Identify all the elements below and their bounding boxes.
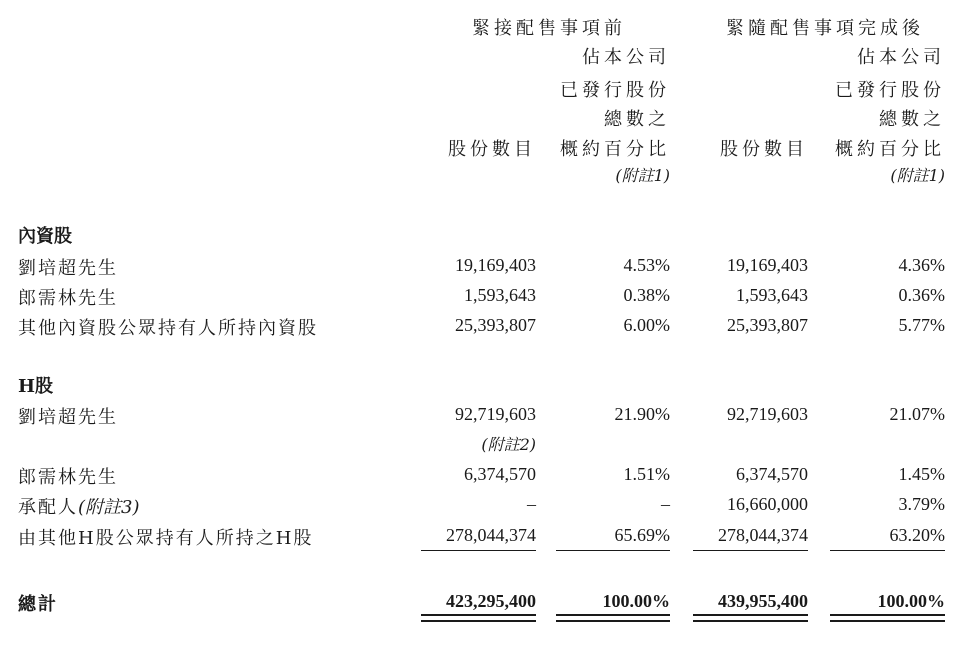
row-after-shares: 19,169,403	[727, 255, 808, 275]
shares-header-before: 股份數目	[448, 139, 536, 160]
total-double-rule	[421, 614, 536, 622]
pct-header-before-line2: 已發行股份	[560, 80, 670, 101]
subtotal-rule	[693, 550, 808, 551]
row-after-shares: 92,719,603	[727, 404, 808, 424]
row-before-pct: 1.51%	[623, 464, 670, 484]
section-domestic-shares: 內資股	[18, 226, 72, 247]
pct-header-after-line3: 總數之	[879, 109, 945, 130]
row-before-pct: 21.90%	[614, 404, 670, 424]
subtotal-rule	[421, 550, 536, 551]
header-before-placing: 緊接配售事項前	[472, 18, 626, 39]
header-after-placing: 緊隨配售事項完成後	[726, 18, 924, 39]
total-after-shares: 439,955,400	[718, 591, 808, 611]
row-after-shares: 1,593,643	[736, 285, 808, 305]
row-after-pct: 21.07%	[889, 404, 945, 424]
shares-header-after: 股份數目	[720, 139, 808, 160]
subtotal-rule	[556, 550, 670, 551]
row-after-shares: 6,374,570	[736, 464, 808, 484]
row-before-shares: 6,374,570	[464, 464, 536, 484]
row-before-shares: 278,044,374	[446, 525, 536, 545]
row-label-placees	[18, 493, 140, 519]
row-after-pct: 5.77%	[898, 315, 945, 335]
row-label: 劉培超先生	[18, 258, 118, 279]
total-double-rule	[556, 614, 670, 622]
row-label: 由其他H股公眾持有人所持之H股	[18, 528, 314, 549]
row-note: (附註2)	[481, 435, 536, 454]
pct-header-after-note: (附註1)	[890, 166, 945, 185]
row-before-pct: –	[661, 494, 670, 514]
row-before-pct: 4.53%	[623, 255, 670, 275]
total-before-pct: 100.00%	[602, 591, 670, 611]
row-before-shares: 25,393,807	[455, 315, 536, 335]
pct-header-after-line2: 已發行股份	[835, 80, 945, 101]
row-before-pct: 65.69%	[614, 525, 670, 545]
row-label-text: 承配人	[18, 497, 78, 518]
pct-header-after-line4: 概約百分比	[835, 139, 945, 160]
row-before-shares: 19,169,403	[455, 255, 536, 275]
row-after-shares: 16,660,000	[727, 494, 808, 514]
row-before-pct: 6.00%	[623, 315, 670, 335]
row-after-pct: 63.20%	[889, 525, 945, 545]
row-label: 郎需林先生	[18, 288, 118, 309]
row-label: 劉培超先生	[18, 407, 118, 428]
row-after-pct: 3.79%	[898, 494, 945, 514]
pct-header-before-note: (附註1)	[615, 166, 670, 185]
total-label: 總計	[18, 594, 58, 615]
pct-header-before-line4: 概約百分比	[560, 139, 670, 160]
row-label: 郎需林先生	[18, 467, 118, 488]
row-before-shares: –	[527, 494, 536, 514]
section-h-shares: H股	[18, 376, 54, 397]
row-after-pct: 1.45%	[898, 464, 945, 484]
total-double-rule	[693, 614, 808, 622]
row-before-pct: 0.38%	[623, 285, 670, 305]
total-after-pct: 100.00%	[877, 591, 945, 611]
subtotal-rule	[830, 550, 945, 551]
total-double-rule	[830, 614, 945, 622]
pct-header-after-line1: 佔本公司	[857, 47, 945, 68]
pct-header-before-line1: 佔本公司	[582, 47, 670, 68]
row-before-shares: 1,593,643	[464, 285, 536, 305]
row-label: 其他內資股公眾持有人所持內資股	[18, 318, 318, 339]
row-before-shares: 92,719,603	[455, 404, 536, 424]
row-label-note: (附註3)	[78, 497, 140, 518]
row-after-pct: 0.36%	[898, 285, 945, 305]
row-after-shares: 278,044,374	[718, 525, 808, 545]
pct-header-before-line3: 總數之	[604, 109, 670, 130]
total-before-shares: 423,295,400	[446, 591, 536, 611]
row-after-pct: 4.36%	[898, 255, 945, 275]
row-after-shares: 25,393,807	[727, 315, 808, 335]
